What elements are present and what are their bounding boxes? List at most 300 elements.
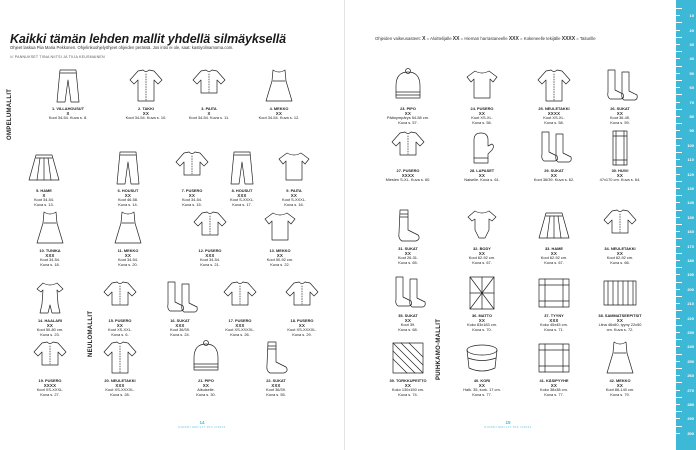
pattern-title: 13. MEKKO [269,248,291,253]
pattern-item [218,150,266,207]
pattern-size: Koot 34-54. [39,257,61,262]
ruler-number: 70 [689,99,694,105]
pattern-item [255,68,303,121]
pattern-page-ref: Kuva s. 21. [200,261,220,267]
legend-text-1: = Aloittelijalle [426,36,452,41]
difficulty-marks: XX [478,251,486,256]
pattern-title: 30. HUIVI [611,168,629,173]
ruler-tick [676,361,680,362]
pattern-page-ref: Kuva s. 65. [398,259,418,265]
ruler-tick [676,188,680,189]
difficulty-marks: XXXX [547,111,561,116]
ruler-number: 300 [687,430,694,436]
ruler-tick [676,267,682,268]
ruler-number: 140 [687,200,694,206]
pattern-size: Koot 34-54. Kuva s. 11. [188,115,230,120]
pattern-title: 23. PIPO [400,106,416,111]
ruler-number: 260 [687,373,694,379]
pattern-title: 36. MATTO [472,313,492,318]
pattern-size: Koot 34-54. [181,197,203,202]
ruler-tick [676,130,680,131]
pattern-item [156,280,204,337]
ruler-number: 190 [687,272,694,278]
difficulty-marks: XX [550,251,558,256]
pattern-title: 20. NEULETAKKI [104,378,136,383]
ruler-number: 10 [689,13,694,19]
pattern-title: 25. NEULETAKKI [538,106,570,111]
socks-icon [156,280,204,316]
pattern-item [96,280,144,337]
ruler-tick [676,346,680,347]
ruler-number: 60 [689,85,694,91]
legend-marks-3: XXX [508,36,519,42]
towel-icon [530,340,578,376]
difficulty-marks: XXX [237,193,247,198]
pattern-item [96,340,144,397]
pattern-item [270,150,318,207]
ruler-tick [676,332,680,333]
pattern-page-ref: Kuva s. 67. [544,259,564,265]
ruler-tick [676,397,682,398]
difficulty-marks: XX [616,111,624,116]
pattern-item [122,68,170,121]
pattern-size: Naiselle. Kuva s. 61. [464,177,500,182]
blouse-icon [168,150,216,186]
pattern-page-ref: Kuva s. 71. [544,326,564,332]
pattern-size: Koko 45x45 cm. [540,322,568,327]
pattern-size: Koot XS-XXXL. [36,387,64,392]
pattern-page-ref: Kuva s. 23. [40,331,60,337]
pattern-item [44,68,92,121]
pattern-size: Koot S-XXXL. [281,197,306,202]
pattern-title: 27. PUSERO [396,168,420,173]
ruler-tick [676,310,682,311]
ruler-tick [676,382,682,383]
pattern-title: 41. KÄSIPYYHE [539,378,569,383]
pattern-page-ref: Kuva s. 79. [610,391,630,397]
lace-runner-icon [596,275,644,311]
difficulty-marks: X [42,193,46,198]
party-dress-icon [596,340,644,376]
pattern-size: Koot 36/39. Kuva s. 62. [533,177,575,182]
ruler-tick [676,375,680,376]
ruler-tick [676,138,682,139]
pattern-page-ref: Kuva s. 56. [472,119,492,125]
pattern-item [384,68,432,125]
pattern-socks-icon [252,340,300,376]
ruler-tick [676,231,680,232]
pattern-item [596,130,644,183]
difficulty-marks: XX [124,253,132,258]
pattern-title: 35. SUKAT [398,313,418,318]
pattern-size: Koot 36/39. [266,387,286,392]
ruler-tick [676,411,682,412]
ruler-tick [676,246,680,247]
pattern-item [252,340,300,397]
pattern-title: 28. LAPASET [469,168,495,173]
legend-marks-1: X [422,36,426,42]
pattern-size: Koot 39. [400,322,416,327]
pattern-title: 37. TYYNY [544,313,564,318]
pattern-size: Koko 130x150 cm. [391,387,425,392]
pattern-size: Koko 38x38 cm. [540,387,568,392]
difficulty-marks: XX [550,383,558,388]
raglan-pullover-icon [26,340,74,376]
pattern-title: 2. TAKKI [138,106,154,111]
ruler-number: 170 [687,243,694,249]
pattern-page-ref: Kuva s. 15. [182,201,202,207]
pattern-size: Koot XS-XXL. [107,327,132,332]
ruler-number: 240 [687,344,694,350]
pattern-size: Koot 62-92 cm. [468,255,496,260]
pattern-page-ref: Kuva s. 26. [230,331,250,337]
ruler-number: 210 [687,301,694,307]
pattern-title: 40. KORI [473,378,491,383]
pattern-title: 9. PAITA [286,188,302,193]
pattern-item [278,280,326,337]
ruler-tick [676,37,682,38]
difficulty-marks: XXXX [401,173,415,178]
page-credit: /// PANNUKSET TIINA NIITSI JA TIIJA KEUSMAINEN [10,55,105,59]
ruler-number: 50 [689,70,694,76]
pattern-size: Koot 46-58. [117,197,139,202]
difficulty-marks: XX [116,323,124,328]
ruler-number: 150 [687,214,694,220]
difficulty-marks: XX [616,173,624,178]
pattern-title: 42. MEKKO [609,378,631,383]
difficulty-marks: XX [550,173,558,178]
ruler-tick [676,217,680,218]
ruler-number: 120 [687,171,694,177]
pattern-title: 34. NEULETAKKI [604,246,636,251]
ruler-tick [676,260,680,261]
ruler-tick [676,426,682,427]
pattern-title: 10. TUNIKA [39,248,61,253]
pattern-item [26,340,74,397]
pattern-title: 15. PUSERO [108,318,132,323]
pattern-title: 3. PAITA [201,106,217,111]
difficulty-marks: XX [478,383,486,388]
difficulty-marks: XX [290,193,298,198]
section-label-knitting: NEULOMALLIT [88,310,94,357]
folio-left-number: 14 [199,420,205,425]
pattern-size: Aikuiselle. [197,387,215,392]
pattern-size: Päänympärys 54-58 cm. [386,115,430,120]
kids-dress-icon [256,210,304,246]
pattern-size: Liina 46x60, tyyny 22x50 [598,322,642,327]
shirt-icon [185,68,233,104]
ruler-number: 290 [687,416,694,422]
ruler-tick [676,145,680,146]
pattern-item [530,130,578,183]
pattern-size: Koot 34-54. Kuva s. 10. [125,115,167,120]
cardigan-icon [96,280,144,316]
ruler-tick [676,15,680,16]
ruler-number: 130 [687,186,694,191]
ruler-number: 80 [689,114,694,119]
pattern-title: 12. PUSERO [198,248,222,253]
kids-cardigan-icon [596,208,644,244]
long-dress-icon [104,210,152,246]
ruler-tick [676,274,680,275]
ruler-tick [676,159,680,160]
pattern-page-ref: Kuva s. 66. [610,259,630,265]
ruler-number: 20 [689,27,694,33]
pattern-page-ref: Kuva s. 77. [544,391,564,397]
pattern-item [596,208,644,265]
pattern-title: 18. PUSERO [290,318,314,323]
ruler-tick [676,296,682,297]
ruler-tick [676,289,680,290]
pattern-size: Mieslen S-XL. Kuva s. 60. [385,177,431,182]
difficulty-marks: XX [404,318,412,323]
pattern-title: 32. BODY [473,246,491,251]
ruler-tick [676,116,680,117]
ruler-number: 100 [687,142,694,148]
ruler-tick [676,210,682,211]
ankle-socks-icon [530,130,578,166]
pattern-size: Koot 34-54. [33,197,55,202]
ruler-tick [676,94,682,95]
pattern-page-ref: Kuva s. 57. [398,119,418,125]
ruler-tick [676,123,682,124]
pattern-page-ref: Kuva s. 13. [34,201,54,207]
pattern-item [104,150,152,207]
ruler-tick [676,22,682,23]
ruler-tick [676,51,682,52]
difficulty-marks: XX [298,323,306,328]
pattern-size: Koot XS-XL. [543,115,565,120]
knit-hat-icon [384,68,432,104]
pattern-item [384,275,432,332]
ruler-tick [676,282,682,283]
difficulty-marks: XX [188,193,196,198]
difficulty-marks: XXX [549,318,559,323]
pattern-size: Halk. 35, kork. 17 cm. [463,387,501,392]
pattern-title: 24. PUSERO [470,106,494,111]
ruler-tick [676,202,680,203]
pattern-item [384,130,432,183]
ruler-tick [676,166,682,167]
ruler-tick [676,66,682,67]
ruler-number: 30 [689,42,694,47]
blanket-icon [384,340,432,376]
pattern-item [596,68,644,125]
ruler-tick [676,368,682,369]
pattern-title: 22. SUKAT [266,378,286,383]
difficulty-marks: XXX [271,383,281,388]
legend-lead: Ohjeiden vaikeusasteet: [375,36,421,41]
trousers-icon [104,150,152,186]
boxy-sweater-icon [458,68,506,104]
pattern-page-ref: Kuva s. 74. [398,391,418,397]
wide-pants-icon [218,150,266,186]
difficulty-marks: XX [616,251,624,256]
pattern-item [384,208,432,265]
pattern-item [256,210,304,267]
legend-text-4: = Taiturille [576,36,596,41]
pattern-page-ref: Kuva s. 77. [472,391,492,397]
ruler-tick [676,195,682,196]
skirt-icon [20,150,68,186]
ruler-tick [676,44,680,45]
pattern-title: 26. SUKAT [610,106,630,111]
ruler-tick [676,152,682,153]
ruler-number: 270 [687,387,694,393]
pattern-item [168,150,216,207]
pattern-item [185,68,233,121]
pattern-title: 21. PIPO [198,378,214,383]
ruler-tick [676,354,682,355]
ruler-number: 180 [687,258,694,263]
cushion-icon [530,275,578,311]
legend-text-2: = Hieman harrastaneelle [460,36,508,41]
folio-left-text: KAIKKI MALLIT PIA 1/2021 [178,425,226,429]
romper-icon [26,280,74,316]
ruler-tick [676,325,682,326]
difficulty-marks: XX [404,383,412,388]
pattern-item [530,340,578,397]
pattern-title: 16. SUKAT [170,318,190,323]
difficulty-marks: X [66,111,70,116]
raglan-sweater-icon [216,280,264,316]
folio-right-text: KAIKKI MALLIT PIA 1/2021 [484,425,532,429]
difficulty-marks: X [207,111,211,116]
difficulty-marks: XX [478,173,486,178]
pattern-page-ref: Kuva s. 67. [472,259,492,265]
pattern-size: 47x170 cm. Kuva s. 64. [599,177,641,182]
pattern-page-ref: Kuva s. 17. [232,201,252,207]
ruler-number: 90 [689,128,694,134]
ruler-tick [676,390,680,391]
pattern-page-ref: Kuva s. 68. [398,326,418,332]
wrap-top-icon [186,210,234,246]
pattern-page-ref: Kuva s. 29. [292,331,312,337]
pattern-title: 1. VILLAHOUSUT [52,106,84,111]
ruler-number: 280 [687,402,694,407]
difficulty-marks: XX [275,111,283,116]
long-cardigan-icon [530,68,578,104]
pattern-size: Koot 34-54. Kuva s. 12. [258,115,300,120]
pattern-title: 6. HOUSUT [117,188,139,193]
tunic-icon [26,210,74,246]
ruler-tick [676,8,682,9]
section-label-home: PUIHKAMO-MALLIT [436,318,442,380]
difficulty-marks: XX [404,111,412,116]
pattern-item [182,340,230,397]
pattern-size: Koot XS-XXXXL. [287,327,317,332]
ruler-tick [676,109,682,110]
pattern-title: 8. HOUSUT [231,188,253,193]
pattern-page-ref: cm. Kuva s. 72. [606,326,634,332]
pattern-page-ref: Kuva s. 18. [40,261,60,267]
pattern-page-ref: Kuva s. 59. [610,119,630,125]
ruler-tick [676,102,680,103]
rug-icon [458,275,506,311]
difficulty-marks: XXX [175,323,185,328]
pattern-title: 7. PUSERO [181,188,203,193]
pattern-size: Koot 34-54. [117,257,139,262]
pattern-item [458,68,506,125]
pattern-title: 38. SAMMATSEEPITSIT [598,313,642,318]
ruler-tick [676,80,682,81]
ruler-number: 250 [687,358,694,364]
pattern-page-ref: Kuva s. 22. [270,261,290,267]
pattern-item [596,275,644,332]
difficulty-marks: XXX [235,323,245,328]
pattern-size: Koot XS-XXXXL. [225,327,255,332]
pattern-size: Koot XS-XXXXL. [105,387,135,392]
pattern-size: Koot 50-92 cm. [266,257,294,262]
difficulty-marks: XX [478,111,486,116]
pattern-size: Koko 83x183 cm. [466,322,498,327]
page-ruler [676,0,696,450]
ruler-tick [676,253,682,254]
ruler-tick [676,433,680,434]
stripe-socks-icon [384,275,432,311]
difficulty-marks: XX [616,318,624,323]
pattern-page-ref: Kuva s. 20. [118,261,138,267]
ruler-tick [676,181,682,182]
pattern-title: 39. TORKKUPEITTO [389,378,427,383]
pattern-title: 14. HAALARI [38,318,62,323]
pattern-item [530,208,578,265]
pattern-sweater-icon [278,280,326,316]
pattern-item [596,340,644,397]
pattern-size: Koot 62-92 cm. [540,255,568,260]
pattern-size: Koot 50-80 cm. [36,327,64,332]
pattern-item [384,340,432,397]
tall-socks-icon [596,68,644,104]
difficulty-legend [375,36,596,42]
ruler-tick [676,418,680,419]
pattern-size: Koot 62-92 cm. [606,255,634,260]
difficulty-marks: XX [478,318,486,323]
ruler-tick [676,73,680,74]
dress-icon [255,68,303,104]
ruler-tick [676,58,680,59]
mittens-icon [458,130,506,166]
pattern-page-ref: Kuva s. 16. [284,201,304,207]
pattern-size: Koot 36-45. [609,115,631,120]
pattern-size: Koot 34-54. [199,257,221,262]
ruler-tick [676,303,680,304]
ruler-tick [676,224,682,225]
pattern-size: Koot S-XXXL. [229,197,254,202]
folio-right [478,420,538,429]
pattern-page-ref: Kuva s. 24. [170,331,190,337]
ruler-number: 40 [689,56,694,62]
ruler-tick [676,404,680,405]
ruler-number: 200 [687,286,694,292]
difficulty-marks: XX [404,251,412,256]
pattern-page-ref: Kuva s. 70. [472,326,492,332]
pattern-item [458,275,506,332]
page-title: Kaikki tämän lehden mallit yhdellä silmäyksellä [10,32,286,46]
ruler-number: 220 [687,315,694,321]
pattern-title: 11. MEKKO [117,248,139,253]
pattern-page-ref: Kuva s. 27. [40,391,60,397]
difficulty-marks: XXXX [43,383,57,388]
suspender-skirt-icon [530,208,578,244]
difficulty-marks: XX [46,323,54,328]
kids-socks-icon [384,208,432,244]
difficulty-marks: XX [142,111,150,116]
ruler-tick [676,87,680,88]
pattern-item [458,208,506,265]
basket-icon [458,340,506,376]
knit-cardigan-icon [96,340,144,376]
